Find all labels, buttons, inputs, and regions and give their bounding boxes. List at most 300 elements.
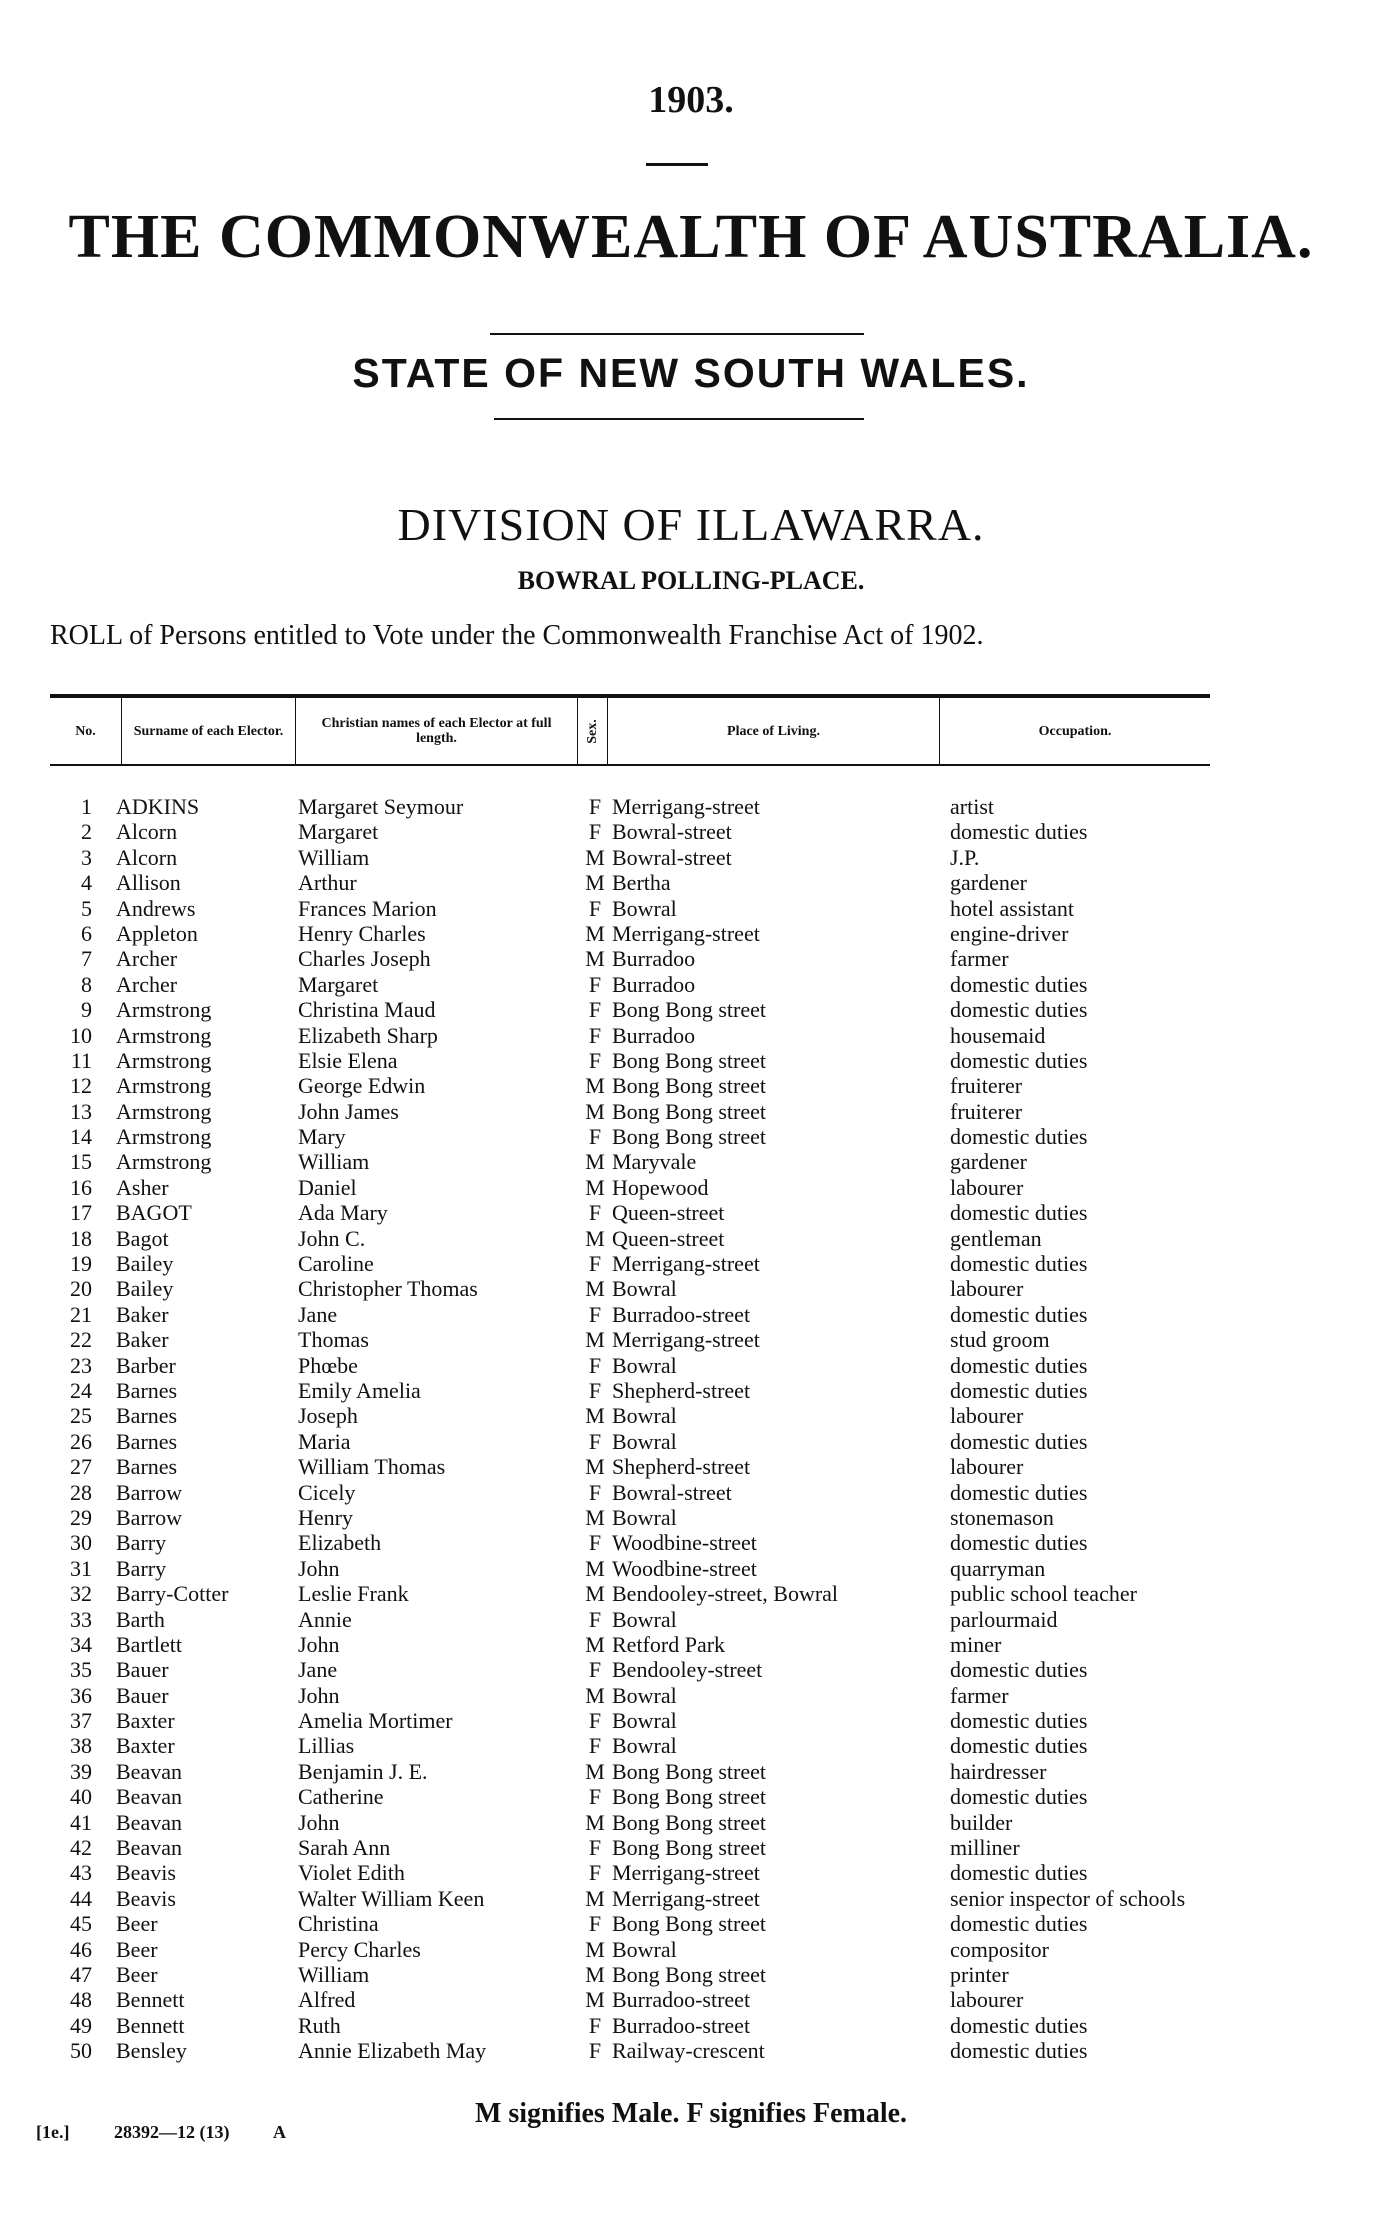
row-occupation: stonemason: [950, 1504, 1054, 1530]
table-row: [50, 845, 1210, 870]
table-row: [50, 1911, 1210, 1936]
row-place-of-living: Bendooley-street: [612, 1657, 763, 1683]
row-christian-names: Ada Mary: [298, 1200, 388, 1226]
row-sex: F: [588, 1428, 602, 1454]
table-row: [50, 1632, 1210, 1657]
row-occupation: farmer: [950, 946, 1009, 972]
row-place-of-living: Bowral: [612, 1428, 677, 1454]
row-sex: M: [585, 1961, 605, 1987]
row-christian-names: Benjamin J. E.: [298, 1758, 428, 1784]
row-sex: F: [588, 1124, 602, 1150]
row-surname: Allison: [116, 870, 181, 896]
row-christian-names: George Edwin: [298, 1073, 426, 1099]
table-row: [50, 1759, 1210, 1784]
table-row: [50, 972, 1210, 997]
row-number: 34: [70, 1631, 92, 1657]
row-number: 18: [70, 1225, 92, 1251]
row-christian-names: Sarah Ann: [298, 1835, 391, 1861]
table-row: [50, 1048, 1210, 1073]
polling-place-heading: BOWRAL POLLING-PLACE.: [517, 566, 865, 595]
row-number: 30: [70, 1530, 92, 1556]
row-christian-names: Catherine: [298, 1784, 384, 1810]
row-occupation: domestic duties: [950, 1708, 1088, 1734]
row-number: 47: [70, 1961, 92, 1987]
row-christian-names: John C.: [298, 1225, 366, 1251]
print-footer: [36, 2122, 326, 2143]
row-number: 10: [70, 1022, 92, 1048]
row-surname: Bennett: [116, 1987, 185, 2013]
row-occupation: engine-driver: [950, 920, 1069, 946]
row-place-of-living: Bowral: [612, 1504, 677, 1530]
row-sex: M: [585, 946, 605, 972]
row-christian-names: Christina Maud: [298, 997, 436, 1023]
row-surname: Barnes: [116, 1428, 178, 1454]
row-place-of-living: Bowral-street: [612, 844, 732, 870]
row-number: 4: [81, 870, 92, 896]
row-number: 50: [70, 2038, 92, 2064]
table-row: [50, 1251, 1210, 1276]
row-occupation: domestic duties: [950, 1301, 1088, 1327]
row-place-of-living: Bowral: [612, 1403, 677, 1429]
divider-rule: [494, 418, 864, 420]
divider-rule: [646, 163, 708, 166]
table-row: [50, 1581, 1210, 1606]
table-row: [50, 1226, 1210, 1251]
roll-title: ROLL of Persons entitled to Vote under the Commonwealth Franchise Act of 1902.: [50, 620, 984, 651]
row-christian-names: Daniel: [298, 1174, 357, 1200]
row-place-of-living: Bong Bong street: [612, 1098, 766, 1124]
row-number: 40: [70, 1784, 92, 1810]
row-sex: F: [588, 1200, 602, 1226]
row-number: 17: [70, 1200, 92, 1226]
elector-table-body: [50, 794, 1210, 2064]
row-christian-names: Mary: [298, 1124, 346, 1150]
table-row: [50, 819, 1210, 844]
row-number: 37: [70, 1708, 92, 1734]
row-number: 29: [70, 1504, 92, 1530]
row-occupation: farmer: [950, 1682, 1009, 1708]
row-surname: Beer: [116, 1911, 158, 1937]
row-sex: M: [585, 1504, 605, 1530]
row-sex: F: [588, 1708, 602, 1734]
row-sex: M: [585, 1631, 605, 1657]
row-number: 21: [70, 1301, 92, 1327]
column-header-christian-names: Christian names of each Elector at full length.: [296, 698, 578, 764]
division-heading: DIVISION OF ILLAWARRA.: [397, 499, 985, 550]
row-christian-names: Alfred: [298, 1987, 356, 2013]
row-place-of-living: Bowral-street: [612, 1479, 732, 1505]
row-sex: F: [588, 2012, 602, 2038]
row-occupation: domestic duties: [950, 1124, 1088, 1150]
row-christian-names: Henry: [298, 1504, 353, 1530]
table-row: [50, 1860, 1210, 1885]
row-place-of-living: Maryvale: [612, 1149, 697, 1175]
row-surname: Barth: [116, 1606, 165, 1632]
row-place-of-living: Railway-crescent: [612, 2038, 765, 2064]
row-christian-names: John James: [298, 1098, 399, 1124]
row-place-of-living: Burradoo: [612, 946, 696, 972]
table-row: [50, 1607, 1210, 1632]
table-row: [50, 870, 1210, 895]
table-row: [50, 1124, 1210, 1149]
row-surname: Barrow: [116, 1504, 182, 1530]
row-sex: F: [588, 1657, 602, 1683]
row-sex: M: [585, 844, 605, 870]
row-sex: F: [588, 1911, 602, 1937]
row-christian-names: John: [298, 1555, 340, 1581]
row-occupation: senior inspector of schools: [950, 1885, 1186, 1911]
column-header-place: Place of Living.: [608, 698, 940, 764]
row-number: 9: [81, 997, 92, 1023]
table-row: [50, 1962, 1210, 1987]
row-christian-names: Christina: [298, 1911, 379, 1937]
footer-code: 28392—12 (13): [113, 2122, 230, 2142]
row-place-of-living: Shepherd-street: [612, 1454, 751, 1480]
row-place-of-living: Bowral-street: [612, 819, 732, 845]
row-surname: Armstrong: [116, 1022, 212, 1048]
row-surname: Barnes: [116, 1403, 178, 1429]
table-row: [50, 1378, 1210, 1403]
row-number: 5: [81, 895, 92, 921]
row-occupation: domestic duties: [950, 819, 1088, 845]
row-christian-names: Henry Charles: [298, 920, 426, 946]
table-row: [50, 1937, 1210, 1962]
table-row: [50, 1810, 1210, 1835]
row-occupation: domestic duties: [950, 1200, 1088, 1226]
row-occupation: J.P.: [950, 844, 980, 870]
row-place-of-living: Merrigang-street: [612, 794, 760, 819]
row-place-of-living: Bong Bong street: [612, 1124, 766, 1150]
row-sex: F: [588, 1860, 602, 1886]
row-number: 28: [70, 1479, 92, 1505]
row-sex: F: [588, 1251, 602, 1277]
row-christian-names: Emily Amelia: [298, 1377, 421, 1403]
row-number: 36: [70, 1682, 92, 1708]
row-christian-names: Caroline: [298, 1251, 374, 1277]
row-christian-names: William: [298, 1961, 370, 1987]
row-number: 38: [70, 1733, 92, 1759]
row-occupation: quarryman: [950, 1555, 1046, 1581]
row-occupation: fruiterer: [950, 1098, 1023, 1124]
row-number: 15: [70, 1149, 92, 1175]
row-number: 19: [70, 1251, 92, 1277]
row-place-of-living: Merrigang-street: [612, 1885, 760, 1911]
row-number: 32: [70, 1581, 92, 1607]
row-place-of-living: Woodbine-street: [612, 1530, 757, 1556]
column-header-sex: [578, 698, 608, 764]
table-row: [50, 2013, 1210, 2038]
table-row: [50, 1327, 1210, 1352]
row-sex: F: [588, 1301, 602, 1327]
row-surname: ADKINS: [116, 794, 200, 819]
row-surname: Barry: [116, 1555, 167, 1581]
row-occupation: domestic duties: [950, 1911, 1088, 1937]
row-place-of-living: Bong Bong street: [612, 1911, 766, 1937]
row-surname: Barnes: [116, 1454, 178, 1480]
row-place-of-living: Bong Bong street: [612, 1835, 766, 1861]
row-sex: F: [588, 1022, 602, 1048]
table-row: [50, 1023, 1210, 1048]
row-occupation: builder: [950, 1809, 1013, 1835]
sex-legend: M signifies Male. F signifies Female.: [474, 2098, 908, 2129]
row-number: 8: [81, 971, 92, 997]
row-number: 13: [70, 1098, 92, 1124]
row-christian-names: Thomas: [298, 1327, 369, 1353]
row-occupation: housemaid: [950, 1022, 1046, 1048]
row-sex: F: [588, 1606, 602, 1632]
row-sex: M: [585, 1758, 605, 1784]
row-number: 41: [70, 1809, 92, 1835]
table-row: [50, 2038, 1210, 2063]
row-surname: Barrow: [116, 1479, 182, 1505]
row-surname: Beavan: [116, 1784, 182, 1810]
row-occupation: labourer: [950, 1987, 1024, 2013]
country-heading: THE COMMONWEALTH OF AUSTRALIA.: [68, 203, 1314, 271]
row-number: 35: [70, 1657, 92, 1683]
row-occupation: domestic duties: [950, 997, 1088, 1023]
row-sex: M: [585, 1174, 605, 1200]
row-surname: Barnes: [116, 1377, 178, 1403]
row-surname: Beavis: [116, 1860, 176, 1886]
row-number: 31: [70, 1555, 92, 1581]
row-christian-names: Percy Charles: [298, 1936, 421, 1962]
table-row: [50, 896, 1210, 921]
row-number: 49: [70, 2012, 92, 2038]
row-occupation: domestic duties: [950, 1479, 1088, 1505]
row-sex: M: [585, 1327, 605, 1353]
row-occupation: public school teacher: [950, 1581, 1137, 1607]
row-christian-names: Maria: [298, 1428, 351, 1454]
row-place-of-living: Shepherd-street: [612, 1377, 751, 1403]
row-place-of-living: Bong Bong street: [612, 1809, 766, 1835]
row-place-of-living: Burradoo-street: [612, 1301, 751, 1327]
row-surname: Beavis: [116, 1885, 176, 1911]
row-occupation: parlourmaid: [950, 1606, 1058, 1632]
table-header: [50, 694, 1210, 766]
row-sex: F: [588, 1733, 602, 1759]
row-surname: Bagot: [116, 1225, 169, 1251]
row-surname: Bartlett: [116, 1631, 182, 1657]
row-sex: F: [588, 819, 602, 845]
row-place-of-living: Bertha: [612, 870, 671, 896]
footer-mark: [1e.]: [36, 2122, 70, 2142]
table-row: [50, 1784, 1210, 1809]
row-occupation: domestic duties: [950, 1530, 1088, 1556]
row-christian-names: Annie: [298, 1606, 352, 1632]
row-number: 11: [70, 1047, 92, 1073]
row-surname: Armstrong: [116, 1149, 212, 1175]
table-row: [50, 1429, 1210, 1454]
row-number: 46: [70, 1936, 92, 1962]
row-occupation: domestic duties: [950, 1657, 1088, 1683]
row-place-of-living: Bowral: [612, 1708, 677, 1734]
column-header-occupation: Occupation.: [1038, 723, 1112, 739]
row-number: 3: [81, 844, 92, 870]
row-number: 2: [81, 819, 92, 845]
row-surname: Archer: [116, 971, 178, 997]
row-christian-names: Christopher Thomas: [298, 1276, 478, 1302]
row-occupation: labourer: [950, 1174, 1024, 1200]
row-surname: Archer: [116, 946, 178, 972]
row-sex: F: [588, 1835, 602, 1861]
row-surname: Barry-Cotter: [116, 1581, 229, 1607]
row-surname: Barry: [116, 1530, 167, 1556]
table-row: [50, 1403, 1210, 1428]
state-heading: STATE OF NEW SOUTH WALES.: [352, 350, 1030, 396]
table-row: [50, 1987, 1210, 2012]
row-surname: Beer: [116, 1961, 158, 1987]
row-christian-names: Violet Edith: [298, 1860, 405, 1886]
column-header-no: No.: [50, 698, 122, 764]
row-sex: M: [585, 1149, 605, 1175]
row-surname: Beer: [116, 1936, 158, 1962]
row-occupation: domestic duties: [950, 1428, 1088, 1454]
row-number: 33: [70, 1606, 92, 1632]
row-surname: BAGOT: [116, 1200, 192, 1226]
row-surname: Beavan: [116, 1758, 182, 1784]
row-place-of-living: Bong Bong street: [612, 1047, 766, 1073]
row-christian-names: Leslie Frank: [298, 1581, 409, 1607]
row-number: 1: [81, 794, 92, 819]
row-place-of-living: Bong Bong street: [612, 1073, 766, 1099]
row-surname: Bauer: [116, 1657, 169, 1683]
row-place-of-living: Queen-street: [612, 1200, 725, 1226]
row-number: 6: [81, 920, 92, 946]
table-row: [50, 997, 1210, 1022]
row-occupation: domestic duties: [950, 971, 1088, 997]
row-surname: Andrews: [116, 895, 196, 921]
row-number: 7: [81, 946, 92, 972]
table-row: [50, 1733, 1210, 1758]
row-sex: M: [585, 1225, 605, 1251]
row-christian-names: Amelia Mortimer: [298, 1708, 453, 1734]
row-sex: M: [585, 1581, 605, 1607]
row-sex: F: [588, 895, 602, 921]
row-christian-names: Elizabeth Sharp: [298, 1022, 438, 1048]
row-occupation: gardener: [950, 870, 1027, 896]
row-christian-names: John: [298, 1682, 340, 1708]
row-surname: Asher: [116, 1174, 169, 1200]
row-occupation: labourer: [950, 1454, 1024, 1480]
footer-letter: A: [273, 2122, 286, 2142]
table-row: [50, 1073, 1210, 1098]
row-occupation: gardener: [950, 1149, 1027, 1175]
row-surname: Armstrong: [116, 1047, 212, 1073]
row-christian-names: Margaret Seymour: [298, 794, 464, 819]
row-christian-names: Cicely: [298, 1479, 356, 1505]
table-row: [50, 1276, 1210, 1301]
row-place-of-living: Burradoo: [612, 1022, 696, 1048]
row-sex: M: [585, 1809, 605, 1835]
row-place-of-living: Queen-street: [612, 1225, 725, 1251]
row-place-of-living: Bowral: [612, 1352, 677, 1378]
row-occupation: gentleman: [950, 1225, 1042, 1251]
row-surname: Bensley: [116, 2038, 187, 2064]
row-number: 16: [70, 1174, 92, 1200]
row-occupation: artist: [950, 794, 994, 819]
row-sex: F: [588, 1047, 602, 1073]
row-christian-names: Jane: [298, 1657, 338, 1683]
row-place-of-living: Bong Bong street: [612, 1784, 766, 1810]
divider-rule: [490, 333, 864, 335]
row-occupation: stud groom: [950, 1327, 1050, 1353]
row-place-of-living: Burradoo-street: [612, 1987, 751, 2013]
row-christian-names: William: [298, 1149, 370, 1175]
row-surname: Barber: [116, 1352, 176, 1378]
row-sex: M: [585, 1403, 605, 1429]
row-surname: Bailey: [116, 1251, 174, 1277]
column-header-surname: Surname of each Elector.: [122, 698, 296, 764]
row-surname: Baxter: [116, 1733, 175, 1759]
table-row: [50, 1683, 1210, 1708]
row-occupation: domestic duties: [950, 1784, 1088, 1810]
row-surname: Alcorn: [116, 819, 178, 845]
row-place-of-living: Merrigang-street: [612, 920, 760, 946]
row-surname: Baker: [116, 1327, 169, 1353]
table-row: [50, 1454, 1210, 1479]
row-christian-names: Frances Marion: [298, 895, 437, 921]
row-occupation: printer: [950, 1961, 1009, 1987]
row-number: 42: [70, 1835, 92, 1861]
row-surname: Appleton: [116, 920, 198, 946]
row-number: 27: [70, 1454, 92, 1480]
row-number: 26: [70, 1428, 92, 1454]
table-row: [50, 1175, 1210, 1200]
row-christian-names: John: [298, 1809, 340, 1835]
row-occupation: domestic duties: [950, 2038, 1088, 2064]
row-sex: M: [585, 870, 605, 896]
row-surname: Bennett: [116, 2012, 185, 2038]
table-row: [50, 1302, 1210, 1327]
row-sex: F: [588, 1479, 602, 1505]
row-christian-names: Ruth: [298, 2012, 341, 2038]
row-christian-names: Margaret: [298, 971, 379, 997]
row-occupation: milliner: [950, 1835, 1020, 1861]
row-place-of-living: Merrigang-street: [612, 1327, 760, 1353]
table-row: [50, 1556, 1210, 1581]
row-surname: Beavan: [116, 1809, 182, 1835]
row-occupation: domestic duties: [950, 1047, 1088, 1073]
row-place-of-living: Bong Bong street: [612, 1961, 766, 1987]
row-occupation: domestic duties: [950, 1733, 1088, 1759]
row-number: 39: [70, 1758, 92, 1784]
row-sex: F: [588, 1530, 602, 1556]
row-surname: Alcorn: [116, 844, 178, 870]
row-christian-names: William Thomas: [298, 1454, 446, 1480]
row-sex: M: [585, 920, 605, 946]
row-christian-names: Elizabeth: [298, 1530, 382, 1556]
row-christian-names: Charles Joseph: [298, 946, 431, 972]
row-christian-names: Joseph: [298, 1403, 358, 1429]
row-sex: F: [588, 971, 602, 997]
row-sex: F: [588, 1784, 602, 1810]
row-place-of-living: Bong Bong street: [612, 997, 766, 1023]
row-place-of-living: Bowral: [612, 1276, 677, 1302]
row-place-of-living: Retford Park: [612, 1631, 726, 1657]
row-number: 44: [70, 1885, 92, 1911]
row-place-of-living: Bowral: [612, 895, 677, 921]
row-surname: Armstrong: [116, 1073, 212, 1099]
row-sex: F: [588, 2038, 602, 2064]
row-christian-names: Margaret: [298, 819, 379, 845]
row-surname: Bailey: [116, 1276, 174, 1302]
row-number: 23: [70, 1352, 92, 1378]
row-sex: M: [585, 1555, 605, 1581]
row-occupation: hairdresser: [950, 1758, 1047, 1784]
row-place-of-living: Bowral: [612, 1936, 677, 1962]
row-occupation: domestic duties: [950, 1377, 1088, 1403]
row-sex: M: [585, 1073, 605, 1099]
